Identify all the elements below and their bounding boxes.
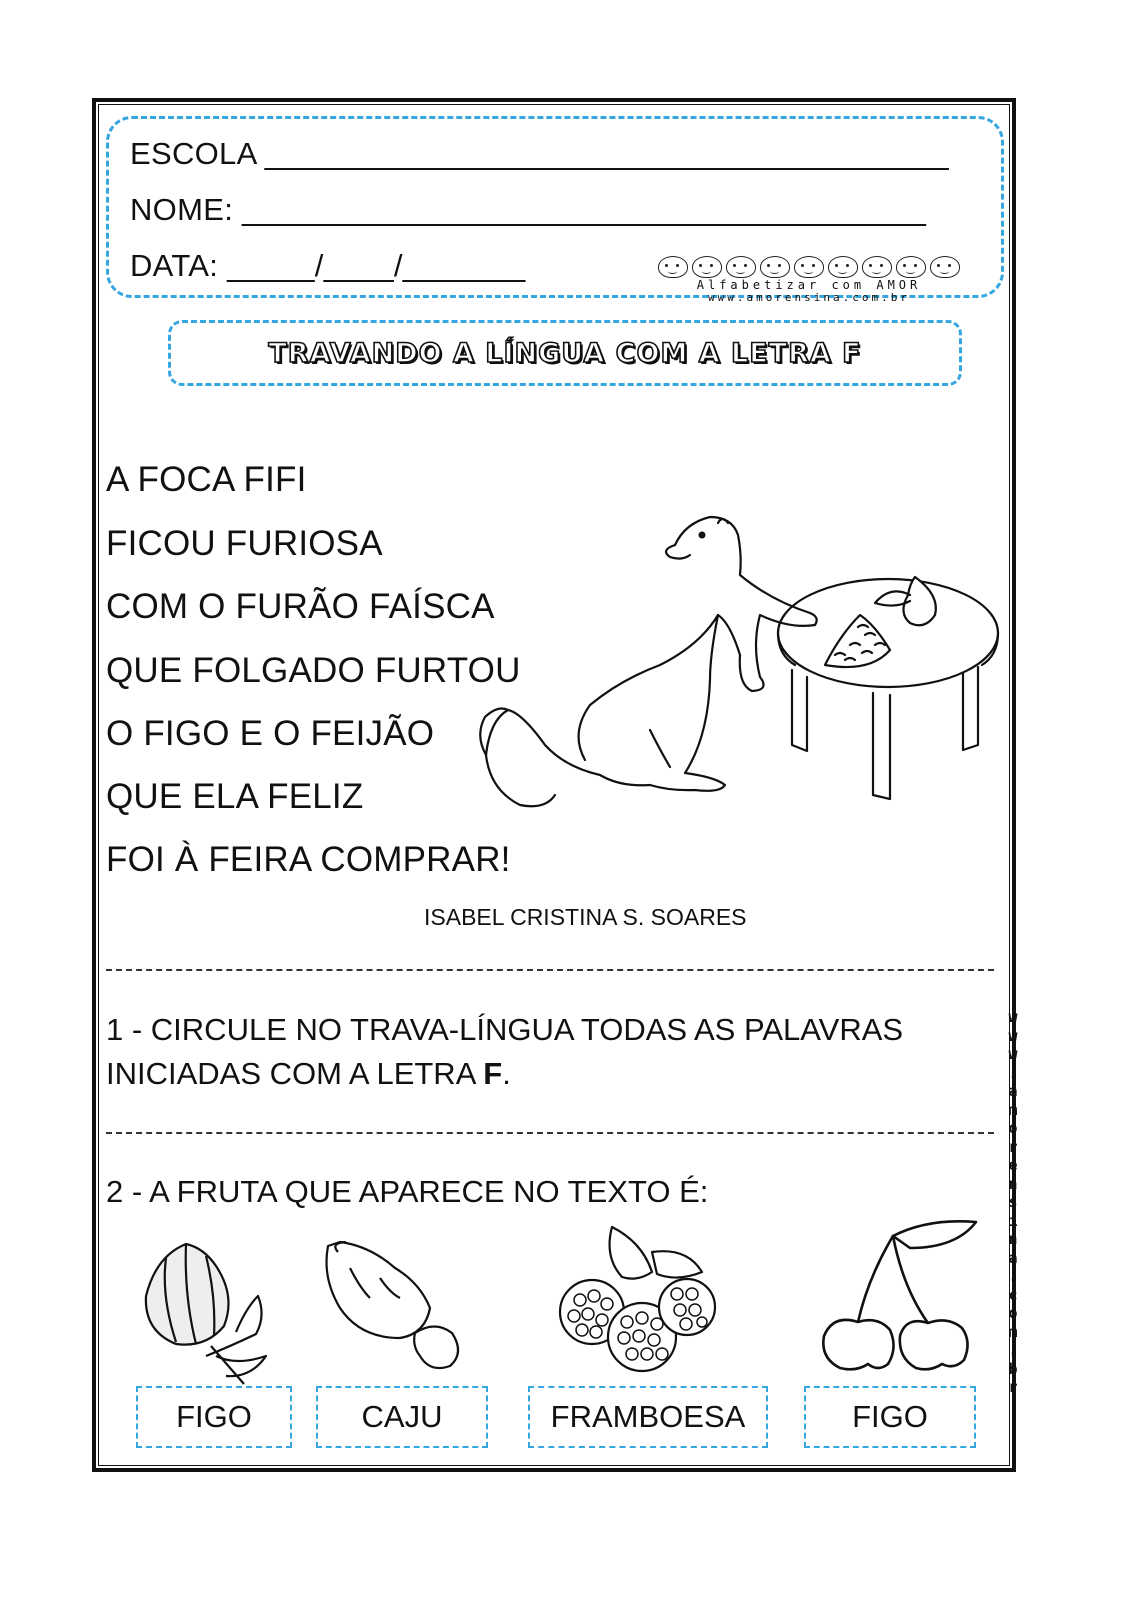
logo-url-text: www.amorensina.com.br <box>707 291 911 304</box>
section-divider <box>106 1132 994 1134</box>
side-url-watermark <box>1003 1008 1023 1397</box>
side-url-char: w <box>1008 1026 1018 1045</box>
side-url-char: m <box>1008 1100 1018 1119</box>
side-url-char: n <box>1008 1230 1018 1248</box>
raspberry-icon <box>552 1222 724 1374</box>
ferret-table-illustration <box>470 505 990 805</box>
side-url-char: o <box>1008 1119 1018 1137</box>
poem-line: FOI À FEIRA COMPRAR! <box>106 840 511 879</box>
letter-f-bold: F <box>483 1056 503 1091</box>
side-url-char: . <box>1008 1267 1018 1285</box>
poem-author: ISABEL CRISTINA S. SOARES <box>424 904 747 930</box>
side-url-char: . <box>1008 1063 1018 1082</box>
title-box <box>168 320 962 386</box>
side-url-char: w <box>1008 1008 1018 1026</box>
question-1-line-1: 1 - CIRCULE NO TRAVA-LÍNGUA TODAS AS PALAVRAS <box>106 1012 904 1047</box>
poem-line: O FIGO E O FEIJÃO <box>106 714 435 753</box>
alfabetizar-logo <box>644 256 974 306</box>
question-1-line-2 <box>106 1052 511 1096</box>
side-url-char: a <box>1008 1082 1018 1100</box>
question-2-text: 2 - A FRUTA QUE APARECE NO TEXTO É: <box>106 1174 709 1209</box>
option-caju[interactable]: CAJU <box>316 1386 488 1448</box>
side-url-char: r <box>1008 1378 1018 1396</box>
side-url-char: e <box>1008 1156 1018 1174</box>
name-field[interactable]: NOME: _______________________________________ <box>130 192 927 227</box>
option-figo-1[interactable]: FIGO <box>136 1386 292 1448</box>
side-url-char: n <box>1008 1174 1018 1193</box>
question-1-suffix: . <box>502 1056 511 1091</box>
poem-line: QUE ELA FELIZ <box>106 777 364 816</box>
side-url-char: o <box>1008 1304 1018 1322</box>
kids-faces-icon <box>644 256 974 278</box>
question-1-prefix: INICIADAS COM A LETRA <box>106 1056 484 1091</box>
side-url-char: m <box>1008 1322 1018 1341</box>
date-field[interactable]: DATA: _____/____/_______ <box>130 248 526 283</box>
option-framboesa[interactable]: FRAMBOESA <box>528 1386 768 1448</box>
poem-line: QUE FOLGADO FURTOU <box>106 651 521 690</box>
side-url-char: . <box>1008 1341 1018 1359</box>
cherry-icon <box>818 1218 978 1378</box>
side-url-char: i <box>1008 1211 1018 1230</box>
fig-icon <box>136 1236 276 1384</box>
cashew-icon <box>320 1238 465 1373</box>
section-divider <box>106 969 994 971</box>
side-url-char: s <box>1008 1193 1018 1211</box>
poem-line: COM O FURÃO FAÍSCA <box>106 587 495 626</box>
side-url-char: w <box>1008 1045 1018 1063</box>
poem-line: A FOCA FIFI <box>106 460 307 499</box>
poem-line: FICOU FURIOSA <box>106 524 383 563</box>
option-figo-2[interactable]: FIGO <box>804 1386 976 1448</box>
logo-brand-text: Alfabetizar com AMOR <box>696 278 922 292</box>
side-url-char: a <box>1008 1248 1018 1267</box>
side-url-char: b <box>1008 1359 1018 1378</box>
worksheet-title: TRAVANDO A LÍNGUA COM A LETRA F <box>268 337 862 369</box>
side-url-char: c <box>1008 1285 1018 1304</box>
school-field[interactable]: ESCOLA _______________________________________ <box>130 136 949 171</box>
side-url-char: r <box>1008 1137 1018 1156</box>
